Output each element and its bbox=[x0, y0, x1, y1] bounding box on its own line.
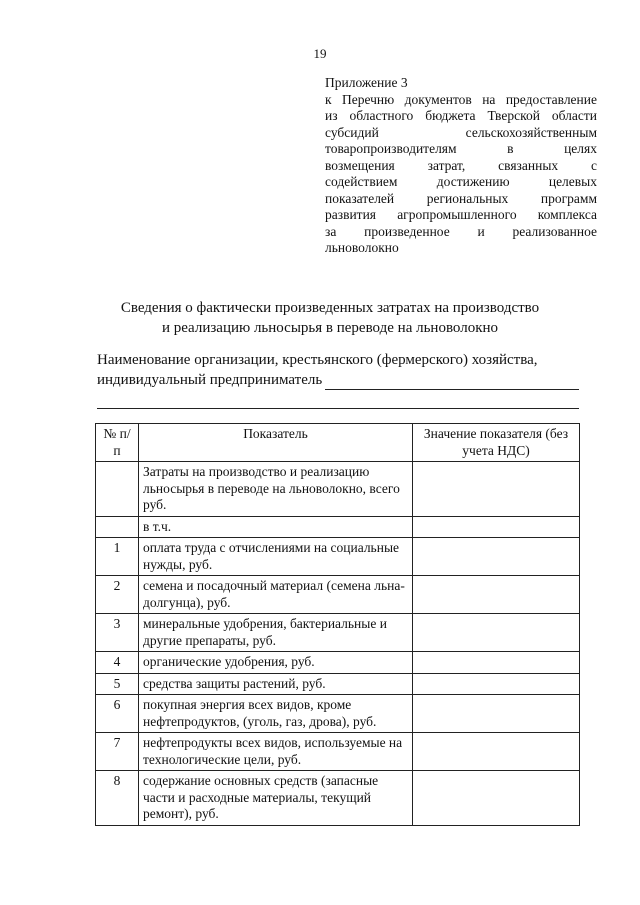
annex-word: комплекса bbox=[537, 207, 597, 222]
row-value[interactable] bbox=[413, 695, 580, 733]
row-number: 3 bbox=[96, 614, 139, 652]
table-row bbox=[96, 614, 580, 652]
row-indicator: органические удобрения, руб. bbox=[139, 652, 413, 674]
row-indicator: средства защиты растений, руб. bbox=[139, 673, 413, 695]
table-row bbox=[96, 538, 580, 576]
annex-word: затрат, bbox=[427, 157, 466, 173]
row-value[interactable] bbox=[413, 614, 580, 652]
table-header-row bbox=[96, 424, 580, 462]
annex-word: Тверской bbox=[487, 108, 540, 123]
annex-word: произведенное bbox=[364, 223, 450, 239]
annex-line bbox=[325, 224, 597, 241]
annex-word: реализованное bbox=[512, 223, 597, 239]
annex-line bbox=[325, 174, 597, 191]
annex-word: содействием bbox=[325, 174, 398, 189]
annex-word: связанных bbox=[498, 157, 559, 173]
row-number bbox=[96, 516, 139, 538]
page-number: 19 bbox=[313, 46, 327, 61]
organization-name-field-continued[interactable] bbox=[97, 394, 579, 409]
row-indicator: в т.ч. bbox=[139, 516, 413, 538]
organization-label-row-2 bbox=[97, 370, 587, 390]
annex-word: развития bbox=[325, 207, 377, 222]
annex-header bbox=[325, 75, 597, 257]
organization-label-line-2: индивидуальный предприниматель bbox=[97, 372, 323, 388]
annex-word: целевых bbox=[548, 174, 597, 189]
table-row bbox=[96, 516, 580, 538]
row-value[interactable] bbox=[413, 516, 580, 538]
annex-word: областного bbox=[349, 108, 414, 123]
document-title bbox=[80, 298, 580, 338]
row-value[interactable] bbox=[413, 462, 580, 517]
annex-word: товаропроизводителям bbox=[325, 141, 457, 156]
annex-word: показателей bbox=[325, 190, 395, 206]
row-indicator: семена и посадочный материал (семена льна-долгунца), руб. bbox=[139, 576, 413, 614]
organization-block bbox=[97, 350, 587, 409]
annex-line bbox=[325, 191, 597, 208]
indicators-table bbox=[95, 423, 580, 826]
table-row bbox=[96, 771, 580, 826]
organization-label-line-1: Наименование организации, крестьянского (фермерского) хозяйства, bbox=[97, 352, 538, 368]
row-number: 8 bbox=[96, 771, 139, 826]
annex-word: с bbox=[591, 157, 597, 173]
annex-word: программ bbox=[540, 190, 597, 206]
annex-line bbox=[325, 108, 597, 125]
row-value[interactable] bbox=[413, 652, 580, 674]
annex-word: на bbox=[482, 91, 496, 107]
row-number: 5 bbox=[96, 673, 139, 695]
annex-line bbox=[325, 75, 597, 92]
annex-line bbox=[325, 125, 597, 142]
annex-word: из bbox=[325, 108, 338, 123]
annex-word: в bbox=[507, 141, 514, 156]
row-number: 2 bbox=[96, 576, 139, 614]
table-row bbox=[96, 462, 580, 517]
row-number: 1 bbox=[96, 538, 139, 576]
annex-word: субсидий bbox=[325, 124, 379, 140]
annex-word: льноволокно bbox=[325, 240, 399, 255]
annex-word: области bbox=[551, 108, 597, 123]
table-row bbox=[96, 652, 580, 674]
annex-word: сельскохозяйственным bbox=[465, 124, 597, 140]
row-value[interactable] bbox=[413, 538, 580, 576]
header-indicator: Показатель bbox=[139, 424, 413, 462]
document-title-line-2: и реализацию льносырья в переводе на льноволокно bbox=[161, 320, 499, 336]
row-value[interactable] bbox=[413, 771, 580, 826]
annex-line bbox=[325, 92, 597, 109]
annex-word: агропромышленного bbox=[397, 207, 517, 222]
annex-line bbox=[325, 240, 597, 257]
annex-line bbox=[325, 158, 597, 175]
table-row bbox=[96, 733, 580, 771]
annex-word: за bbox=[325, 223, 337, 239]
row-value[interactable] bbox=[413, 673, 580, 695]
table-row bbox=[96, 576, 580, 614]
annex-word: региональных bbox=[426, 190, 509, 206]
annex-word: документов bbox=[404, 91, 472, 107]
table-body bbox=[96, 462, 580, 826]
annex-line bbox=[325, 141, 597, 158]
row-value[interactable] bbox=[413, 576, 580, 614]
row-number: 6 bbox=[96, 695, 139, 733]
row-number: 7 bbox=[96, 733, 139, 771]
annex-word: Перечню bbox=[341, 91, 395, 107]
header-number: № п/п bbox=[96, 424, 139, 462]
table-row bbox=[96, 695, 580, 733]
row-indicator: Затраты на производство и реализацию льносырья в переводе на льноволокно, всего руб. bbox=[139, 462, 413, 517]
row-indicator: минеральные удобрения, бактериальные и другие препараты, руб. bbox=[139, 614, 413, 652]
header-value: Значение показателя (без учета НДС) bbox=[413, 424, 580, 462]
annex-word: бюджета bbox=[425, 108, 476, 123]
row-indicator: нефтепродукты всех видов, используемые на технологические цели, руб. bbox=[139, 733, 413, 771]
row-indicator: содержание основных средств (запасные части и расходные материалы, текущий ремонт), руб. bbox=[139, 771, 413, 826]
organization-name-field[interactable] bbox=[325, 374, 579, 390]
row-number bbox=[96, 462, 139, 517]
row-indicator: покупная энергия всех видов, кроме нефтепродуктов, (уголь, газ, дрова), руб. bbox=[139, 695, 413, 733]
row-value[interactable] bbox=[413, 733, 580, 771]
annex-word: предоставление bbox=[505, 91, 597, 107]
annex-line bbox=[325, 207, 597, 224]
table-row bbox=[96, 673, 580, 695]
annex-word: возмещения bbox=[325, 157, 395, 173]
annex-word: и bbox=[477, 223, 485, 239]
annex-word: к bbox=[325, 91, 332, 107]
row-number: 4 bbox=[96, 652, 139, 674]
row-indicator: оплата труда с отчислениями на социальные нужды, руб. bbox=[139, 538, 413, 576]
annex-word: Приложение 3 bbox=[325, 75, 408, 90]
document-title-line-1: Сведения о фактически произведенных затратах на производство bbox=[120, 300, 540, 316]
annex-word: целях bbox=[564, 141, 597, 156]
annex-word: достижению bbox=[436, 174, 510, 189]
